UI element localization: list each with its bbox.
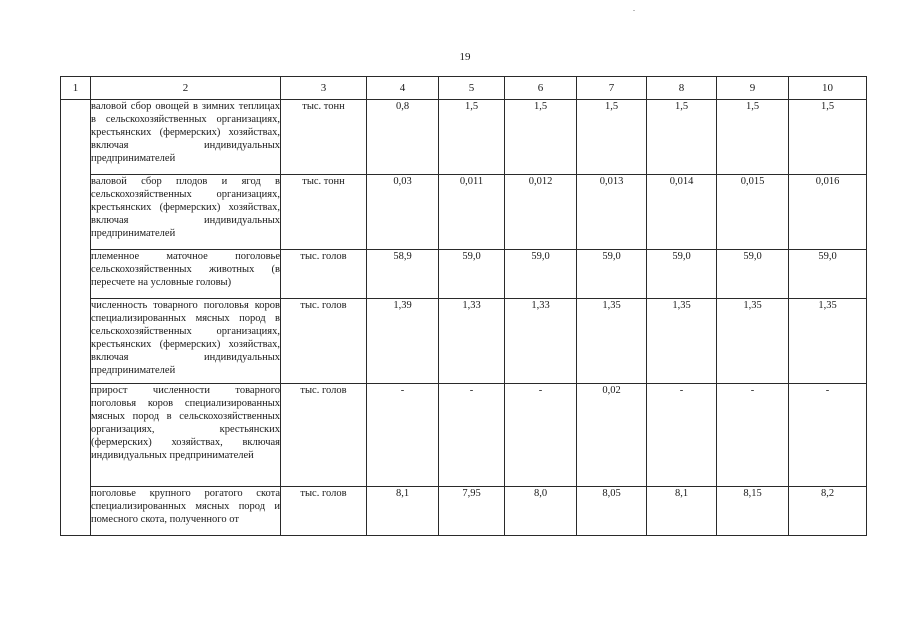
value-cell: 1,33 [505,299,577,384]
value-cell: 1,5 [717,100,789,175]
value-cell: 0,016 [789,175,867,250]
header-cell-3: 3 [281,77,367,100]
value-cell: 8,05 [577,487,647,536]
indicator-description: прирост численности товарного поголовья коров специализированных мясных пород в сельскохозяйственных организациях, крестьянских (фермерских) хозяйствах, включая индивидуальных предпринимателей [91,384,281,487]
value-cell: 0,03 [367,175,439,250]
value-cell: 1,39 [367,299,439,384]
header-cell-8: 8 [647,77,717,100]
value-cell: 8,0 [505,487,577,536]
value-cell: 1,35 [577,299,647,384]
value-cell: 1,35 [647,299,717,384]
value-cell: 59,0 [577,250,647,299]
value-cell: 1,35 [789,299,867,384]
row-number-cell [61,100,91,536]
header-cell-10: 10 [789,77,867,100]
value-cell: 59,0 [717,250,789,299]
table-row [61,100,867,175]
value-cell: 1,5 [577,100,647,175]
value-cell: 0,012 [505,175,577,250]
value-cell: 59,0 [505,250,577,299]
value-cell: 0,8 [367,100,439,175]
value-cell: - [367,384,439,487]
value-cell: 0,013 [577,175,647,250]
value-cell: 59,0 [647,250,717,299]
table-row [61,175,867,250]
scan-speck [633,10,635,11]
page-number: 19 [459,51,471,63]
indicator-description: поголовье крупного рогатого скота специализированных мясных пород и помесного скота, полученного от [91,487,281,536]
unit-cell: тыс. голов [281,250,367,299]
value-cell: 0,02 [577,384,647,487]
indicator-description: племенное маточное поголовье сельскохозяйственных животных (в пересчете на условные головы) [91,250,281,299]
header-cell-9: 9 [717,77,789,100]
value-cell: 8,1 [647,487,717,536]
header-cell-1: 1 [61,77,91,100]
table-row [61,384,867,487]
value-cell: 1,5 [789,100,867,175]
value-cell: - [717,384,789,487]
value-cell: 58,9 [367,250,439,299]
header-row [61,77,867,100]
value-cell: - [647,384,717,487]
value-cell: 7,95 [439,487,505,536]
value-cell: 0,015 [717,175,789,250]
value-cell: - [505,384,577,487]
value-cell: 1,5 [505,100,577,175]
unit-cell: тыс. голов [281,384,367,487]
header-cell-5: 5 [439,77,505,100]
indicator-description: валовой сбор овощей в зимних теплицах в сельскохозяйственных организациях, крестьянских (фермерских) хозяйствах, включая индивидуальных предпринимателей [91,100,281,175]
unit-cell: тыс. голов [281,487,367,536]
indicator-description: валовой сбор плодов и ягод в сельскохозяйственных организациях, крестьянских (фермерских) хозяйствах, включая индивидуальных предпринимателей [91,175,281,250]
value-cell: 59,0 [789,250,867,299]
value-cell: - [789,384,867,487]
value-cell: 0,011 [439,175,505,250]
unit-cell: тыс. тонн [281,100,367,175]
header-cell-2: 2 [91,77,281,100]
table-row [61,299,867,384]
value-cell: 8,15 [717,487,789,536]
value-cell: - [439,384,505,487]
value-cell: 1,5 [647,100,717,175]
header-cell-6: 6 [505,77,577,100]
indicator-description: численность товарного поголовья коров специализированных мясных пород в сельскохозяйственных организациях, крестьянских (фермерских) хозяйствах, включая индивидуальных предпринимателей [91,299,281,384]
table-row [61,487,867,536]
value-cell: 1,33 [439,299,505,384]
indicators-table [60,76,867,536]
value-cell: 59,0 [439,250,505,299]
value-cell: 1,5 [439,100,505,175]
header-cell-4: 4 [367,77,439,100]
value-cell: 8,2 [789,487,867,536]
header-cell-7: 7 [577,77,647,100]
unit-cell: тыс. тонн [281,175,367,250]
table-row [61,250,867,299]
value-cell: 8,1 [367,487,439,536]
value-cell: 1,35 [717,299,789,384]
value-cell: 0,014 [647,175,717,250]
unit-cell: тыс. голов [281,299,367,384]
